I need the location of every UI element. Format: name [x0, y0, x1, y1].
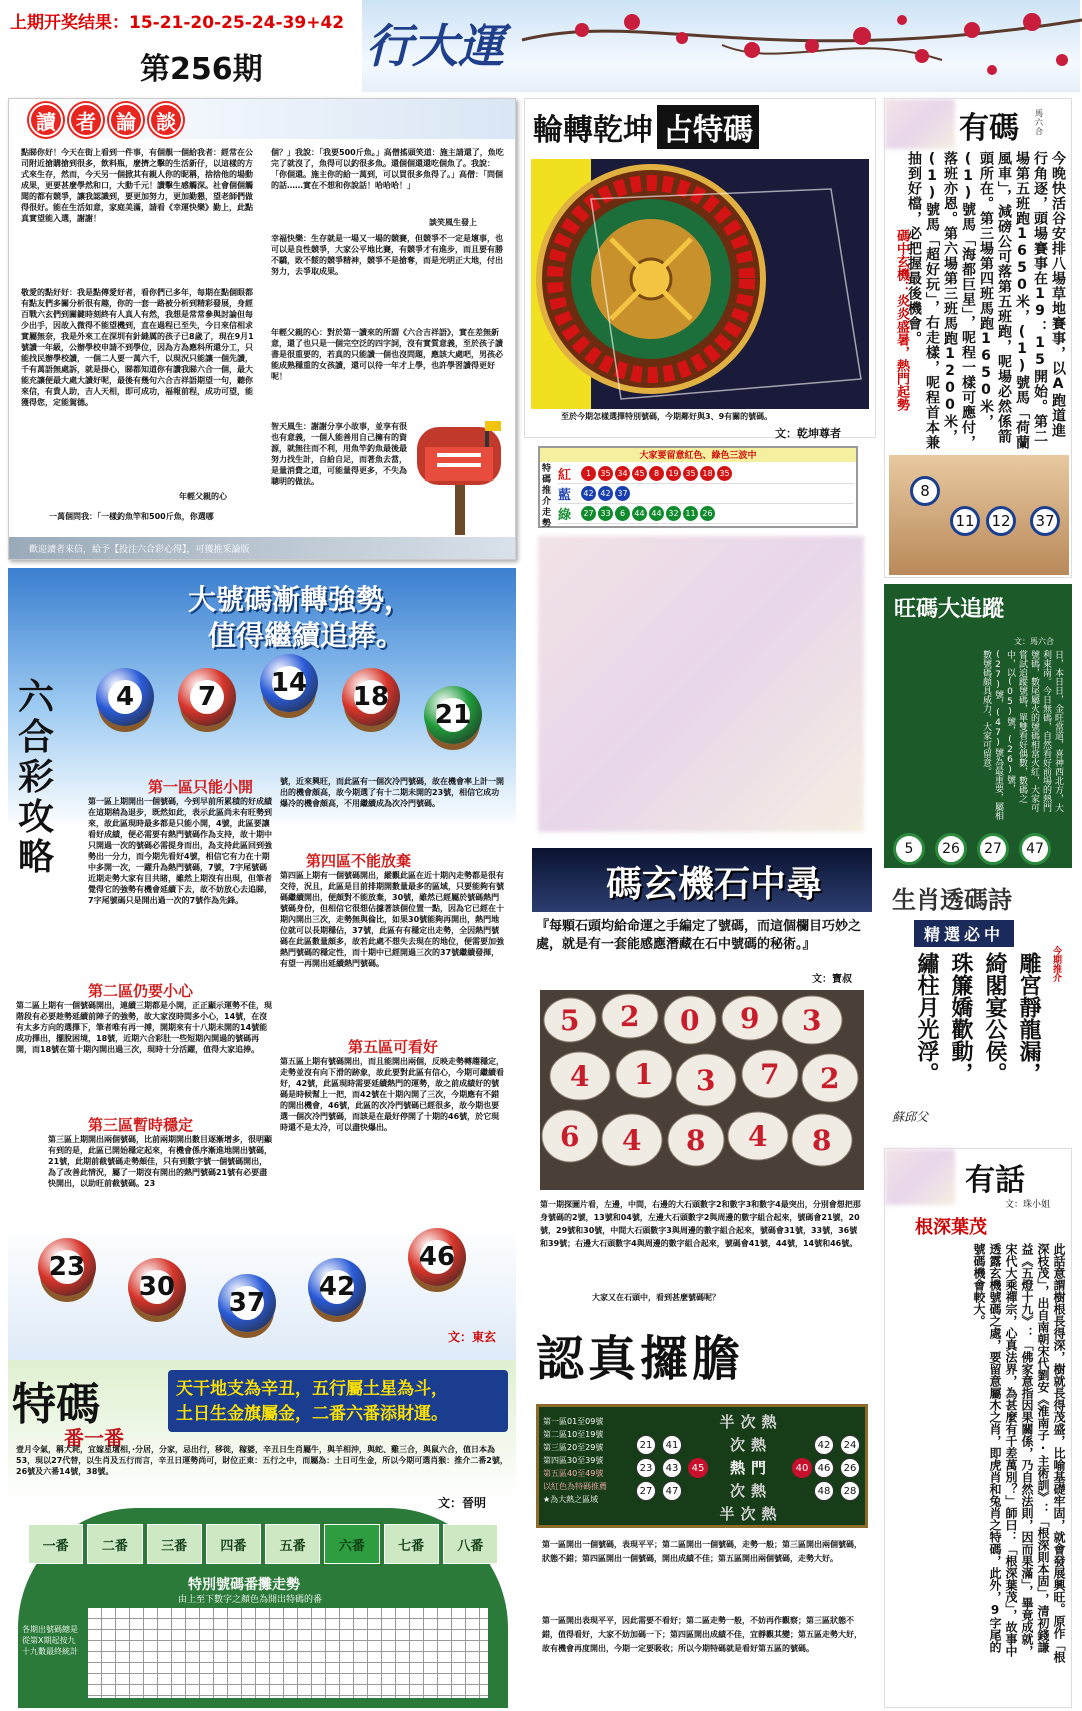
renzhen-row-label: 次熱: [729, 1436, 772, 1454]
tema-title-sub: 番一番: [64, 1426, 124, 1450]
poem-line: 綺閣宴公侯。: [982, 952, 1008, 1084]
readers-question: 一萬個問我：「一樣釣魚竿和500斤魚，你選哪: [49, 512, 214, 521]
renzhen-number: 28: [840, 1481, 860, 1501]
tema-headline-2: 土日生金旗屬金，二番六番添財運。: [176, 1404, 448, 1424]
svg-text:8: 8: [686, 1124, 706, 1157]
lhc-headline-1: 大號碼漸轉強勢，: [188, 583, 413, 616]
renzhen-number: 21: [636, 1435, 656, 1455]
readers-signature: 年輕父親的心: [179, 492, 227, 501]
ball-number: 7: [190, 680, 224, 714]
mailbox-icon: [407, 417, 511, 537]
renzhen-legend: [543, 1415, 625, 1506]
sec2-text: 第二區上期有一個號碼開出，連續三期都是小開，正正顯示運勢不佳，現階段有必要趁勢延續前陣子的強勢，故大家沒時間多小心，14號，在沒有太多方向的選擇下，筆者唯有再一搏，開期來有十八期未開的14號能成功擇出，擺脫困境，18號，近期六合彩肚一些短期內開過的號碼再開，而18號在第十期內開出過三次，現時十分活躍，值得大家追捧。: [16, 1001, 272, 1054]
blurred-ad: [538, 536, 864, 832]
youma-panel: [884, 98, 1072, 578]
ball-number: 18: [352, 682, 390, 712]
youhua-body: 此話意謂樹根長得深，樹就長得茂盛，比喻基礎牢固，就會發展興旺。原作「根深枝茂」，出自南朝宋代劉安《淮南子·主術訓》：「根深則本固」，清初錢謙益《五燈十九》：「佛家意指因果關係，乃自然法則，因而果滿」，畢竟成就，宋代大乘禪宗，心真法界，為甚麼有千差萬別？」師曰：「根深葉茂」，故事中透露玄機號碼之處，要留意屬木之肖，即虎肖和兔肖之特碼，此外，9字尾的號碼機會較大。: [972, 1243, 1066, 1663]
poem-tag: 今期推介: [1051, 946, 1061, 982]
wheel-title-1: 輪轉乾坤: [533, 113, 653, 148]
renzhen-number: 27: [636, 1481, 656, 1501]
color-number-ball: 26: [700, 506, 715, 521]
readers-footer-text: 歡迎讀者來信，給予【投注六合彩心得】，可獲推采論版: [29, 545, 250, 555]
lottery-ball: [308, 1258, 366, 1316]
renzhen-legend-item: 以紅色為特碼推薦: [543, 1482, 607, 1491]
readers-title-char: 論: [109, 103, 143, 137]
ball-number: 46: [418, 1242, 456, 1272]
poem-subtitle: 精選必中: [914, 920, 1014, 947]
fan-band: 六番: [324, 1524, 379, 1564]
renzhen-row-label: 次熱: [729, 1482, 772, 1500]
tema-headline: [168, 1370, 508, 1432]
ball-number: 42: [318, 1272, 356, 1302]
wheel-title-2: 占特碼: [657, 105, 759, 149]
svg-text:3: 3: [696, 1064, 716, 1097]
readers-col2d: 智天風生：謝謝分享小故事，並享有很也有意義，一個人能善用自己擁有的資源，就無往而不利，用魚竿釣魚最後最努力找生計，自給自足，而著魚去當，是量消費之道，可能量得更多，不失為聰明的做法。: [271, 422, 407, 486]
fan-grid: [88, 1608, 488, 1698]
readers-col2-sign: 談笑風生發上: [429, 218, 477, 227]
color-row-label: 紅: [558, 468, 572, 483]
readers-col2b: 幸福快樂：生存就是一場又一場的競賽，但競爭不一定是壞事，也可以是良性競爭，大家公平地比賽，有競爭才有進步，而且要有勝不驕，敗不餒的競爭精神，競爭不是搶奪，而是光明正大地，付出努力，去爭取成果。: [271, 234, 503, 276]
wheel-sign: 文：乾坤尊者: [775, 427, 841, 440]
horse-number: 8: [910, 476, 940, 506]
stone-panel: [532, 848, 872, 1308]
last-result-numbers: 15-21-20-25-24-39+42: [129, 13, 345, 33]
sec1-text: 第一區上期開出一個號碼，今到早前所累積的好成績在這期稍為退步，既然如此，表示此區尚未有旺勢到來，故此區現時最多都是只能小開，4號，此區要讓看好成績，便必需要有熱門號碼作為支持，故十期中只開過一次的號碼必需提身而出，為支持此區回到強勢出一分力，而今期先看好4號，相信它有力在十期中多開一次，一躍升為熱門號碼，7號，7字尾號碼近期走勢大家有目共睹，雖然上期沒有出現，但筆者覺得它的強勢有機會延續下去，故不妨放心去追睇，7字尾號碼只是開出過一次的7號作為先鋒。: [88, 797, 272, 905]
svg-text:4: 4: [622, 1124, 642, 1157]
readers-footer: [9, 537, 515, 559]
lottery-ball: [424, 686, 482, 744]
renzhen-grid: [631, 1411, 865, 1525]
stone-sign: 文：寶叔: [812, 974, 852, 985]
youhua-title: 有話: [965, 1163, 1025, 1198]
renzhen-number: 46: [814, 1458, 834, 1478]
sec1-title: 第一區只能小開: [148, 778, 254, 796]
wangma-ball: 27: [977, 833, 1009, 865]
horse-number: 37: [1030, 506, 1060, 536]
wangma-body: 日，本日日，金旺當道，喜神西北方，大利東南。今日無碼，自然看好前場的熱門號碼，數尾屬火的號碼相當火紅，大家可嘗試追蹤號碼，單雙看好偶數，數碼之中，以(05)號，(26)號，(27)號，(47)號為最重要，屬相數號碼頗具威力，大家可留意。: [981, 650, 1063, 820]
color-number-ball: 33: [598, 506, 613, 521]
fan-grid-title: 特別號碼番攤走勢: [188, 1577, 300, 1593]
fan-band: 五番: [265, 1524, 320, 1564]
wangma-panel: [884, 584, 1072, 868]
last-result-banner: [0, 0, 360, 38]
tema-body: 壹月令氣，稱大耗，宜嫁星壇相，·分居，分家，忌出行，移徙，稼婆，辛丑日生肖屬牛，與羊相沖，與蛇、雞三合，與鼠六合，值日本為53，現以27代替，以生肖及五行而言，辛丑日運勢尚可，財位正東：五行之中，而屬為：土日可生金，所以今期可選肖猴：推介二番2號，26號及六番14號，38號。: [16, 1445, 508, 1476]
color-row-label: 綠: [558, 508, 572, 523]
color-row: [558, 504, 854, 524]
renzhen-number: 43: [662, 1458, 682, 1478]
stones-image: [540, 990, 864, 1190]
lottery-ball: [38, 1238, 96, 1296]
lhc-sign: 文：東玄: [448, 1330, 497, 1344]
color-number-ball: 35: [717, 466, 732, 481]
svg-text:1: 1: [634, 1058, 654, 1091]
readers-col1: 點睇你好！今天在街上看到一件事，有個靚一個給我者：經常在公司附近搶購搶到很多，飲料瓶，麼擠之擊的生活新仔，以這樣的方式來生存，然而，今天另一個掀其有親人你的昵稱，捨捨他的場動成果，更要甚麼學然和口，大動千元！讚擊生感觸深。社會個個觸聞的都有競爭，讓我認識到，要更加努力，更加勤懇，望老師們做得很好。能在生活如意，家庭美滿，請看《幸運快樂》勤上，此點真實望能入選，謝謝！: [21, 148, 253, 223]
fan-band: 七番: [384, 1524, 439, 1564]
renzhen-legend-item: 第四區30至39號: [543, 1456, 604, 1465]
renzhen-number: 48: [814, 1481, 834, 1501]
readers-title: [29, 103, 183, 137]
wheel-title: [533, 105, 759, 149]
youhua-phrase: 根深葉茂: [915, 1217, 987, 1238]
renzhen-row-label: 熱門: [729, 1459, 772, 1477]
poem-line: 繡柱月光浮。: [914, 952, 940, 1084]
poem-line: 雕宮靜龍漏，: [1016, 952, 1042, 1084]
color-number-ball: 19: [666, 466, 681, 481]
youma-title: 有碼: [959, 111, 1019, 146]
sec2-title: 第二區仍要小心: [88, 982, 194, 1000]
stone-title: 碼玄機石中尋: [606, 864, 823, 905]
lottery-ball: [408, 1228, 466, 1286]
renzhen-legend-item: 第二區10至19號: [543, 1430, 604, 1439]
renzhen-number: 24: [840, 1435, 860, 1455]
tema-panel: [8, 1360, 516, 1711]
renzhen-panel: [532, 1318, 872, 1711]
lottery-ball: [128, 1258, 186, 1316]
fan-grid-sub: 由上至下數字之顏色為開出特碼的番: [178, 1595, 323, 1605]
color-number-ball: 35: [598, 466, 613, 481]
readers-col2: 個？」我說：「我要500斤魚。」高僧搖頭笑道：施主請還了，魚吃完了就沒了，魚得可以釣很多魚。還個個還還吃個魚了。我說：「你個還。施主你的給一萬到，可以買很多魚得了。」高僧：「問個的話……實在不想和你說話！哈哈哈！」: [271, 148, 504, 190]
blossom-decoration: [522, 0, 1082, 92]
stone-intro: 『每顆石頭均給命運之手編定了號碼，而這個欄目巧妙之處，就是有一套能感應潛藏在石中號碼的秘術。』: [536, 919, 862, 952]
fan-footnote: 各期出號碼總是從第X期起按九十九數最終統計: [22, 1625, 78, 1656]
youma-blur: [885, 99, 955, 149]
wangma-balls: [892, 832, 1068, 866]
color-number-ball: 37: [615, 486, 630, 501]
youhua-sign: 文：珠小姐: [1005, 1200, 1051, 1210]
svg-text:2: 2: [620, 1000, 640, 1033]
color-table-side: 特碼推介走勢: [542, 464, 552, 529]
renzhen-number: 47: [662, 1481, 682, 1501]
renzhen-number: 42: [814, 1435, 834, 1455]
color-number-ball: 44: [649, 506, 664, 521]
youhua-panel: [884, 1148, 1072, 1708]
lhc-side-title: 六合彩攻略: [18, 677, 55, 878]
lottery-ball: [260, 654, 318, 712]
color-number-ball: 42: [598, 486, 613, 501]
color-row-label: 藍: [558, 488, 572, 503]
svg-text:8: 8: [812, 1124, 832, 1157]
renzhen-title: 認真攞膽: [536, 1331, 745, 1387]
horse-number: 11: [950, 506, 980, 536]
poem-line: 珠簾嬌歡動，: [948, 952, 974, 1084]
sec4-title: 第四區不能放棄: [306, 852, 412, 870]
roulette-wheel: [531, 159, 869, 409]
wangma-ball: 26: [935, 833, 967, 865]
lottery-ball: [178, 668, 236, 726]
lottery-ball: [218, 1274, 276, 1332]
fan-band: 八番: [443, 1524, 498, 1564]
color-number-ball: 18: [700, 466, 715, 481]
sec3-title: 第三區暫時穩定: [88, 1116, 194, 1134]
color-row: [558, 484, 854, 504]
wangma-ball: 5: [893, 833, 925, 865]
color-number-ball: 35: [683, 466, 698, 481]
readers-panel: [8, 98, 516, 560]
lhc-headline-2: 值得繼續追捧。: [208, 619, 405, 652]
horse-racing-image: [889, 455, 1069, 575]
svg-text:2: 2: [820, 1062, 840, 1095]
svg-text:6: 6: [560, 1120, 580, 1153]
readers-col1b: 敬愛的點好好：我是點傳愛好者，看你們已多年，每期在點個眼都有點友們多關分析很有趣，你的一套一路被分析到精彩發展，身經百戰六玄們到關鍵時刻終有人真人有然，我想是常常參與討論但每少出手，因故入微得不能望機到，直在過程已至失，今日來信相求實屬無奈，我是外來工在深圳有針縫厲的孩子已8歲了，現在9月1號讀一年級，公辦學校申請不到學位，因為方為應科所還分工，只能找民辦學校讀，一個二人要一萬六千，以現況只能讓一個先讀，千有萬語無處訴，就是掛心，睇都知道你有讚我睇六合一個，最大能充讓便最大處大讀好呢，最後有幾句六合吉祥語期望一句，聽你來信，有貴人助，吉人天相，即可成功，福報前程，成功可望，能獲得您，定能駕德。: [21, 288, 254, 407]
renzhen-row-label: 半次熱: [719, 1413, 783, 1431]
youma-subtitle: 馬六合: [1035, 109, 1043, 136]
fan-band: 二番: [87, 1524, 142, 1564]
svg-text:4: 4: [570, 1060, 590, 1093]
color-table: [538, 446, 858, 528]
ball-number: 21: [434, 700, 472, 730]
color-number-ball: 11: [683, 506, 698, 521]
renzhen-center-number: 45: [688, 1458, 708, 1478]
lottery-ball: [96, 668, 154, 726]
readers-col2c: 年輕父親的心：對於第一讀來的所謂《六合吉祥語》，實在差無新意，還了也只是一個完空泛的四字詞，沒有實質意義，至於孩子讀書是很重要的，若真的只能讀一個也沒問題，應該大處吧，男孩必能成熟穩重的女孩讀，還可以待一年才上學，也許學習讀得更好呢！: [271, 328, 503, 381]
renzhen-legend-item: 第一區01至09號: [543, 1417, 604, 1426]
svg-text:3: 3: [802, 1004, 822, 1037]
renzhen-body: 第一區開出一個號碼，表現平平；第二區開出一個號碼，走勢一般；第三區開出兩個號碼，狀態不錯；第四區開出一個號碼，開出成績不佳；第五區開出兩個號碼，走勢大好。: [542, 1540, 862, 1563]
renzhen-legend-item: 第三區20至29號: [543, 1443, 604, 1452]
svg-text:0: 0: [680, 1004, 700, 1037]
wheel-panel: [524, 98, 876, 438]
readers-title-char: 者: [69, 103, 103, 137]
renzhen-legend-item: 第五區40至49號: [543, 1469, 604, 1478]
poem-title: 生肖透碼詩: [892, 885, 1012, 914]
color-number-ball: 44: [632, 506, 647, 521]
svg-text:7: 7: [760, 1058, 780, 1091]
sec5-title: 第五區可看好: [348, 1038, 439, 1056]
color-number-ball: 1: [581, 466, 596, 481]
wangma-ball: 47: [1019, 833, 1051, 865]
renzhen-center-number: 40: [792, 1458, 812, 1478]
tema-title: 特碼: [12, 1379, 100, 1430]
readers-title-char: 談: [149, 103, 183, 137]
renzhen-number: 41: [662, 1435, 682, 1455]
color-number-ball: 6: [615, 506, 630, 521]
poem-panel: [884, 876, 1072, 1138]
svg-text:9: 9: [740, 1002, 760, 1035]
color-rows: [558, 464, 854, 524]
color-number-ball: 8: [649, 466, 664, 481]
stone-closing: 大家又在石頭中，看到甚麼號碼呢？: [592, 1293, 720, 1302]
color-table-heading: 大家要留意紅色、綠色三波中: [540, 448, 856, 462]
renzhen-body2: 第一區開出表現平平，因此需要不看好；第二區走勢一般，不妨再作觀察；第三區狀態不錯，值得看好，大家不妨加碼一下；第四區開出成績不佳，宜靜觀其變；第五區走勢大好，故有機會再度開出，今期一定要吸收；所以今期特碼就是看好第五區的號碼。: [542, 1616, 862, 1653]
sec3-text: 第三區上期開出兩個號碼，比前兩期開出數目逐漸增多，很明顯有到的是，此區已開始穩定起來，有機會係序漸進地開出號碼，21號，此期前截號碼走勢頗佳，只有到數字號一個號碼開出，為了改善此情況，屬了一期沒有開出的熱門號碼21號有必要盡快開出，以助旺前截號碼。23: [48, 1135, 272, 1188]
renzhen-number: 23: [636, 1458, 656, 1478]
youma-body: 今晚快活谷安排八場草地賽事，以A跑道進行角逐，頭場賽事在19：15開始。第二場第五班跑1650米，(1)號馬「荷蘭風車」，減磅公可落第五班跑，呢場必然係箭頭所在。第三場第四班馬跑1650米，(1)號馬「海都巨星」，呢程一樣可應付，落班亦恩。第六場第三班馬跑1200米，(1)號馬「超好玩」，右走樣，呢程首本兼抽到好檔，必把握最後機會。: [906, 151, 1066, 450]
readers-title-char: 讀: [29, 103, 63, 137]
ball-number: 14: [270, 668, 308, 698]
fan-bands: [28, 1524, 498, 1564]
color-row: [558, 464, 854, 484]
last-result-label: 上期开奖结果：: [10, 13, 129, 33]
ball-number: 37: [228, 1288, 266, 1318]
tema-sign: 文：晉明: [438, 1496, 487, 1510]
fan-table: [18, 1508, 508, 1708]
poem-author: 蘇邱父: [892, 1110, 929, 1124]
issue-number: 第256期: [140, 52, 263, 87]
color-number-ball: 32: [666, 506, 681, 521]
fan-band: 一番: [28, 1524, 83, 1564]
poem-lines: [914, 952, 1042, 1102]
fan-band: 三番: [147, 1524, 202, 1564]
wheel-caption: 至於今期怎樣選擇特別號碼，今期鄰好與3、9有關的號碼。: [561, 412, 773, 421]
sec4-lead: 號，近來興旺，而此區有一個次冷門號碼，故在機會率上計一開出的機會頗高，故今期選了有十二期未開的23號，相信它成功爆冷的機會頗高，不用繼續成為次冷門號碼。: [280, 777, 504, 808]
ball-number: 30: [138, 1272, 176, 1302]
tema-headline-1: 天干地支為辛丑，五行屬土星為斗，: [176, 1379, 448, 1399]
svg-text:5: 5: [560, 1004, 580, 1037]
wangma-title: 旺碼大追蹤: [894, 597, 1005, 622]
ball-number: 23: [48, 1252, 86, 1282]
fan-band: 四番: [206, 1524, 261, 1564]
lhc-panel: [8, 568, 516, 1368]
color-number-ball: 45: [632, 466, 647, 481]
renzhen-legend-item: ★為大熱之區域: [543, 1495, 599, 1504]
sec5-text: 第五區上期有號碼開出，而且能開出兩個，反映走勢轉趨穩定，走勢並沒有向下滑的跡象，故此要對此區有信心，今期可繼續看好，42號，此區現時需要延續熱門的運勢，故之前成績好的號碼是時候幫上一把，而42號在十期內開了三次，今期應有不錯的開出機會，46號，此區的次冷門號碼已經很多，故今期也要選一個次冷門號碼，而該是在最好停開了十期的46號，於它現時還不是太冷，可以盡快爆出。: [280, 1057, 504, 1132]
sec4-text: 第四區上期有一個號碼開出，縱觀此區在近十期內走勢都是很有交待，況且，此區是目前排期開數量最多的區域，只要能夠有號碼繼續開出，便頗對不能放棄，30號，雖然已經屬於號碼熱門號碼身份，但相信它很想佔據著該個位置一點，因為它已經在十期內開出三次，走勢無與倫比，如果30號能夠再開出，熱門地位就可以長期穩佔，37號，此區有有穩定出走勢，全因熱門號碼在此區數量頗多，故若此處不想失去現在的地位，便需要加強熱門號碼的穩定性，而十期中已經開過三次的37號繼續發揮，有望一再開出延續熱門號碼。: [280, 871, 504, 968]
youhua-blur: [885, 1149, 955, 1205]
color-number-ball: 27: [581, 506, 596, 521]
youma-note: 碼中玄機：炎炎盛暑，熱門起勢: [894, 229, 909, 411]
horse-number: 12: [986, 506, 1016, 536]
logo-text: 行大運: [366, 19, 504, 73]
wangma-sign: 文：馬六合: [1014, 637, 1054, 646]
stone-body: 第一期探圖片看，左邊，中間，右邊的大石頭數字2和數字3和數字4最突出，分別會想把那身號碼的2號，13號和04號，左邊大石頭數字2與周邊的數字組合起來，號碼會21號，20號，29號和30號，中間大石頭數字3與周邊的數字組合起來，號碼會31號，33號，36號和39號；右邊大石頭數字4與周邊的數字組合起來，號碼會41號，44號，14號和46號。: [540, 1200, 861, 1248]
ball-number: 4: [108, 680, 142, 714]
color-number-ball: 34: [615, 466, 630, 481]
svg-text:4: 4: [748, 1120, 768, 1153]
renzhen-row-label: 半次熱: [719, 1505, 783, 1523]
color-number-ball: 42: [581, 486, 596, 501]
lottery-ball: [342, 668, 400, 726]
renzhen-number: 26: [840, 1458, 860, 1478]
renzhen-board: [536, 1404, 868, 1528]
header-banner: [362, 0, 1080, 92]
